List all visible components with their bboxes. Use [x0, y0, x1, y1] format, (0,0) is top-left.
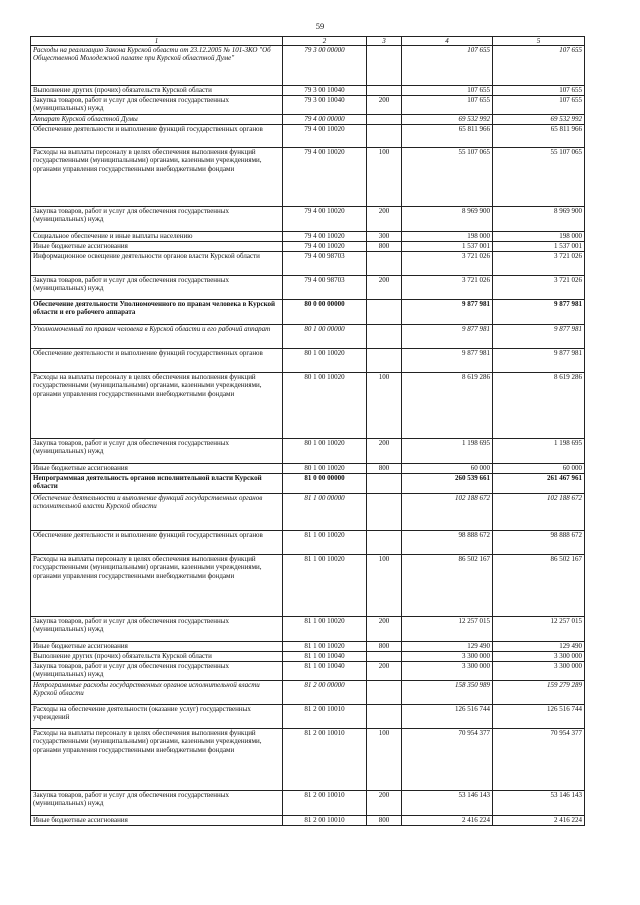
row-amount-col4: 12 257 015: [402, 617, 493, 642]
table-row: [31, 439, 585, 464]
row-code: 81 1 00 10020: [283, 555, 367, 617]
row-code: 81 1 00 10040: [283, 662, 367, 681]
row-amount-col5: 3 300 000: [493, 662, 585, 681]
row-expense-type: [367, 300, 402, 325]
page-number: 59: [315, 21, 325, 31]
row-amount-col4: 55 107 065: [402, 148, 493, 207]
row-amount-col5: 198 000: [493, 232, 585, 242]
table-row: [31, 494, 585, 531]
table-row: [31, 791, 585, 816]
row-code: 79 4 00 10020: [283, 242, 367, 252]
row-name: Выполнение других (прочих) обязательств Курской области: [31, 652, 283, 662]
row-name: Закупка товаров, работ и услуг для обеспечения государственных (муниципальных) нужд: [31, 276, 283, 300]
row-expense-type: 200: [367, 662, 402, 681]
row-expense-type: [367, 705, 402, 729]
row-name: Обеспечение деятельности и выполнение функций государственных органов исполнительной власти Курской области: [31, 494, 283, 531]
row-expense-type: 800: [367, 816, 402, 826]
row-amount-col4: 9 877 981: [402, 349, 493, 373]
row-amount-col5: 102 188 672: [493, 494, 585, 531]
row-expense-type: [367, 531, 402, 555]
row-amount-col5: 107 655: [493, 86, 585, 96]
row-expense-type: 200: [367, 96, 402, 115]
row-code: 79 4 00 98703: [283, 276, 367, 300]
row-code: 81 0 00 00000: [283, 474, 367, 494]
row-amount-col5: 126 516 744: [493, 705, 585, 729]
table-row: [31, 652, 585, 662]
row-amount-col5: 9 877 981: [493, 300, 585, 325]
row-amount-col4: 70 954 377: [402, 729, 493, 791]
row-name: Обеспечение деятельности Уполномоченного по правам человека в Курской области и его рабочего аппарата: [31, 300, 283, 325]
row-name: Расходы на выплаты персоналу в целях обеспечения выполнения функций государственными (муниципальными) органами, казенными учреждениями, органами управления государственными внебюджетными фондами: [31, 373, 283, 439]
row-code: 80 1 00 10020: [283, 464, 367, 474]
row-amount-col5: 159 279 289: [493, 681, 585, 705]
table-row: [31, 349, 585, 373]
row-expense-type: 200: [367, 791, 402, 816]
row-amount-col5: 9 877 981: [493, 349, 585, 373]
row-code: 81 2 00 10010: [283, 816, 367, 826]
row-amount-col4: 98 888 672: [402, 531, 493, 555]
row-amount-col4: 1 198 695: [402, 439, 493, 464]
table-body: [31, 46, 585, 826]
column-header-5: 5: [493, 37, 585, 46]
row-name: Закупка товаров, работ и услуг для обеспечения государственных (муниципальных) нужд: [31, 617, 283, 642]
row-name: Иные бюджетные ассигнования: [31, 242, 283, 252]
row-expense-type: [367, 325, 402, 349]
row-amount-col4: 126 516 744: [402, 705, 493, 729]
row-code: 81 2 00 10010: [283, 791, 367, 816]
row-expense-type: 200: [367, 617, 402, 642]
row-code: 81 2 00 00000: [283, 681, 367, 705]
row-amount-col4: 8 969 900: [402, 207, 493, 232]
row-name: Иные бюджетные ассигнования: [31, 816, 283, 826]
row-amount-col4: 107 655: [402, 96, 493, 115]
row-amount-col5: 2 416 224: [493, 816, 585, 826]
row-expense-type: 100: [367, 373, 402, 439]
column-header-3: 3: [367, 37, 402, 46]
row-code: 79 3 00 10040: [283, 86, 367, 96]
row-amount-col5: 55 107 065: [493, 148, 585, 207]
row-amount-col4: 1 537 001: [402, 242, 493, 252]
row-expense-type: 100: [367, 555, 402, 617]
row-expense-type: 800: [367, 464, 402, 474]
table-row: [31, 729, 585, 791]
row-name: Обеспечение деятельности и выполнение функций государственных органов: [31, 531, 283, 555]
table-row: [31, 373, 585, 439]
column-header-1: 1: [31, 37, 283, 46]
row-expense-type: 200: [367, 276, 402, 300]
table-row: [31, 125, 585, 148]
table-row: [31, 617, 585, 642]
row-amount-col5: 129 490: [493, 642, 585, 652]
row-expense-type: [367, 652, 402, 662]
row-amount-col5: 65 811 966: [493, 125, 585, 148]
row-code: 79 4 00 98703: [283, 252, 367, 276]
row-amount-col5: 261 467 961: [493, 474, 585, 494]
row-amount-col4: 60 000: [402, 464, 493, 474]
row-code: 81 2 00 10010: [283, 729, 367, 791]
row-amount-col5: 8 619 286: [493, 373, 585, 439]
row-amount-col4: 129 490: [402, 642, 493, 652]
row-amount-col4: 102 188 672: [402, 494, 493, 531]
row-amount-col4: 9 877 981: [402, 300, 493, 325]
row-name: Закупка товаров, работ и услуг для обеспечения государственных (муниципальных) нужд: [31, 791, 283, 816]
row-amount-col4: 69 532 992: [402, 115, 493, 125]
row-name: Непрограммные расходы государственных органов исполнительной власти Курской области: [31, 681, 283, 705]
row-amount-col4: 198 000: [402, 232, 493, 242]
row-expense-type: 100: [367, 729, 402, 791]
row-amount-col4: 107 655: [402, 86, 493, 96]
row-expense-type: [367, 125, 402, 148]
row-amount-col5: 3 721 026: [493, 276, 585, 300]
row-amount-col5: 12 257 015: [493, 617, 585, 642]
table-row: [31, 531, 585, 555]
row-amount-col5: 107 655: [493, 96, 585, 115]
row-amount-col5: 70 954 377: [493, 729, 585, 791]
row-amount-col5: 3 300 000: [493, 652, 585, 662]
table-row: [31, 464, 585, 474]
row-expense-type: 100: [367, 148, 402, 207]
table-row: [31, 86, 585, 96]
row-expense-type: [367, 46, 402, 86]
row-name: Закупка товаров, работ и услуг для обеспечения государственных (муниципальных) нужд: [31, 662, 283, 681]
row-expense-type: 300: [367, 232, 402, 242]
row-expense-type: [367, 349, 402, 373]
row-name: Социальное обеспечение и иные выплаты населению: [31, 232, 283, 242]
row-code: 80 1 00 10020: [283, 439, 367, 464]
table-row: [31, 642, 585, 652]
row-amount-col5: 69 532 992: [493, 115, 585, 125]
table-row: [31, 115, 585, 125]
row-name: Непрограммная деятельность органов исполнительной власти Курской области: [31, 474, 283, 494]
row-expense-type: [367, 494, 402, 531]
table-row: [31, 325, 585, 349]
row-expense-type: [367, 86, 402, 96]
row-code: 79 4 00 00000: [283, 115, 367, 125]
table-row: [31, 474, 585, 494]
row-name: Закупка товаров, работ и услуг для обеспечения государственных (муниципальных) нужд: [31, 96, 283, 115]
row-name: Закупка товаров, работ и услуг для обеспечения государственных (муниципальных) нужд: [31, 439, 283, 464]
table-row: [31, 705, 585, 729]
table-row: [31, 300, 585, 325]
row-code: 81 1 00 10040: [283, 652, 367, 662]
row-amount-col4: 3 721 026: [402, 276, 493, 300]
row-amount-col5: 9 877 981: [493, 325, 585, 349]
row-amount-col4: 86 502 167: [402, 555, 493, 617]
column-header-4: 4: [402, 37, 493, 46]
row-code: 81 1 00 00000: [283, 494, 367, 531]
row-name: Информационное освещение деятельности органов власти Курской области: [31, 252, 283, 276]
row-expense-type: 800: [367, 642, 402, 652]
row-amount-col5: 53 146 143: [493, 791, 585, 816]
row-code: 81 1 00 10020: [283, 617, 367, 642]
row-name: Обеспечение деятельности и выполнение функций государственных органов: [31, 349, 283, 373]
row-expense-type: [367, 115, 402, 125]
row-amount-col4: 65 811 966: [402, 125, 493, 148]
row-code: 80 1 00 10020: [283, 349, 367, 373]
table-row: [31, 681, 585, 705]
row-expense-type: [367, 252, 402, 276]
row-expense-type: [367, 474, 402, 494]
row-code: 81 2 00 10010: [283, 705, 367, 729]
row-amount-col4: 107 655: [402, 46, 493, 86]
row-expense-type: 200: [367, 439, 402, 464]
row-amount-col4: 260 539 661: [402, 474, 493, 494]
row-amount-col5: 60 000: [493, 464, 585, 474]
row-code: 81 1 00 10020: [283, 531, 367, 555]
row-name: Расходы на обеспечение деятельности (оказание услуг) государственных учреждений: [31, 705, 283, 729]
table-row: [31, 232, 585, 242]
row-code: 79 4 00 10020: [283, 232, 367, 242]
table-row: [31, 46, 585, 86]
budget-table: [30, 36, 585, 826]
row-code: 80 0 00 00000: [283, 300, 367, 325]
table-row: [31, 242, 585, 252]
row-amount-col5: 3 721 026: [493, 252, 585, 276]
table-row: [31, 207, 585, 232]
row-expense-type: [367, 681, 402, 705]
row-amount-col5: 107 655: [493, 46, 585, 86]
column-number-row: [31, 37, 585, 46]
table-row: [31, 276, 585, 300]
row-amount-col5: 1 537 001: [493, 242, 585, 252]
row-amount-col4: 53 146 143: [402, 791, 493, 816]
row-expense-type: 800: [367, 242, 402, 252]
row-name: Расходы на выплаты персоналу в целях обеспечения выполнения функций государственными (муниципальными) органами, казенными учреждениями, органами управления государственными внебюджетными фондами: [31, 555, 283, 617]
row-amount-col4: 9 877 981: [402, 325, 493, 349]
column-header-2: 2: [283, 37, 367, 46]
table-row: [31, 555, 585, 617]
row-code: 79 4 00 10020: [283, 125, 367, 148]
row-name: Уполномоченный по правам человека в Курской области и его рабочий аппарат: [31, 325, 283, 349]
row-amount-col4: 3 721 026: [402, 252, 493, 276]
table-row: [31, 816, 585, 826]
row-name: Обеспечение деятельности и выполнение функций государственных органов: [31, 125, 283, 148]
row-name: Расходы на реализацию Закона Курской области от 23.12.2005 № 101-ЗКО "Об Общественной Молодежной палате при Курской областной Думе": [31, 46, 283, 86]
row-name: Расходы на выплаты персоналу в целях обеспечения выполнения функций государственными (муниципальными) органами, казенными учреждениями, органами управления государственными внебюджетными фондами: [31, 148, 283, 207]
row-amount-col5: 98 888 672: [493, 531, 585, 555]
table-row: [31, 96, 585, 115]
row-code: 79 4 00 10020: [283, 148, 367, 207]
row-amount-col5: 1 198 695: [493, 439, 585, 464]
row-amount-col4: 158 350 989: [402, 681, 493, 705]
row-name: Закупка товаров, работ и услуг для обеспечения государственных (муниципальных) нужд: [31, 207, 283, 232]
row-code: 80 1 00 00000: [283, 325, 367, 349]
row-amount-col5: 8 969 900: [493, 207, 585, 232]
row-amount-col4: 3 300 000: [402, 652, 493, 662]
row-name: Иные бюджетные ассигнования: [31, 642, 283, 652]
row-code: 79 4 00 10020: [283, 207, 367, 232]
row-amount-col4: 3 300 000: [402, 662, 493, 681]
row-amount-col4: 8 619 286: [402, 373, 493, 439]
row-amount-col5: 86 502 167: [493, 555, 585, 617]
row-code: 79 3 00 10040: [283, 96, 367, 115]
row-amount-col4: 2 416 224: [402, 816, 493, 826]
row-expense-type: 200: [367, 207, 402, 232]
table-row: [31, 662, 585, 681]
row-code: 80 1 00 10020: [283, 373, 367, 439]
row-code: 79 3 00 00000: [283, 46, 367, 86]
row-code: 81 1 00 10020: [283, 642, 367, 652]
table-row: [31, 148, 585, 207]
row-name: Расходы на выплаты персоналу в целях обеспечения выполнения функций государственными (муниципальными) органами, казенными учреждениями, органами управления государственными внебюджетными фондами: [31, 729, 283, 791]
row-name: Иные бюджетные ассигнования: [31, 464, 283, 474]
row-name: Аппарат Курской областной Думы: [31, 115, 283, 125]
row-name: Выполнение других (прочих) обязательств Курской области: [31, 86, 283, 96]
table-row: [31, 252, 585, 276]
